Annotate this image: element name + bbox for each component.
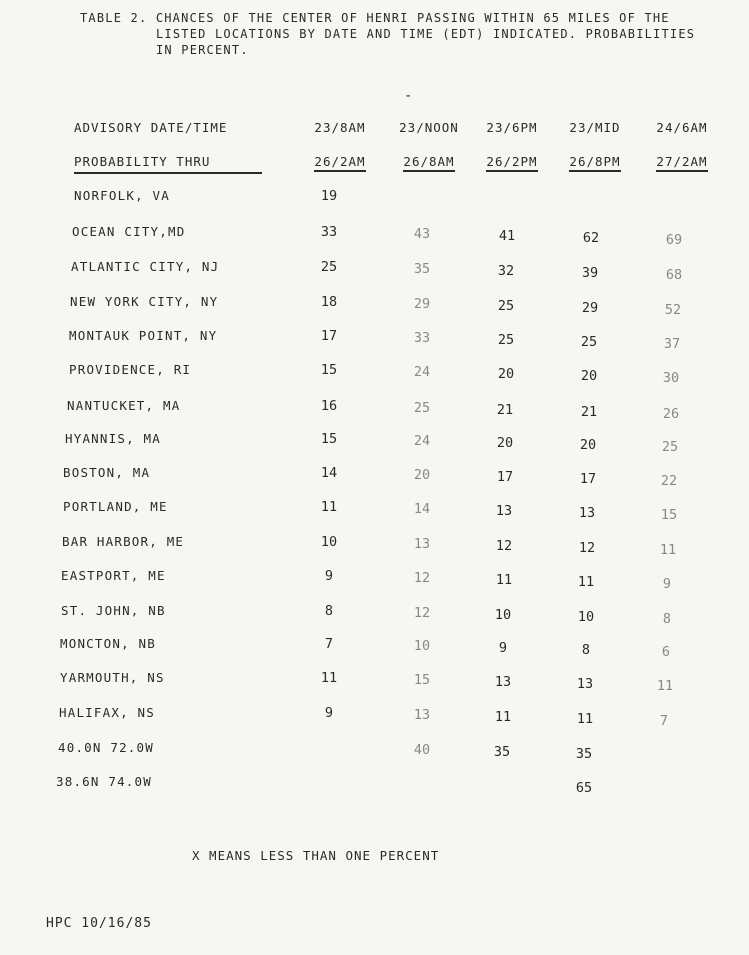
probability-value-col-1: 11 [320,499,338,515]
location-name: YARMOUTH, NS [60,670,165,685]
probability-value-col-3: 20 [497,366,515,382]
probability-value-col-4: 29 [581,300,599,316]
probability-value-col-2: 43 [413,226,431,242]
table-row [0,431,749,455]
probability-value-col-1: 7 [324,636,334,652]
probability-value-col-4: 35 [575,746,593,762]
probability-value-col-2: 13 [413,707,431,723]
probability-value-col-5: 22 [660,473,678,489]
table-row [0,705,749,729]
table-row [0,188,749,212]
location-name: 40.0N 72.0W [58,740,154,755]
probability-value-col-2: 24 [413,433,431,449]
probability-value-col-4: 13 [578,505,596,521]
probability-value-col-4: 25 [580,334,598,350]
thru-col-3: 26/2PM [486,154,537,172]
location-name: EASTPORT, ME [61,568,166,583]
probability-value-col-4: 65 [575,780,593,796]
probability-value-col-1: 10 [320,534,338,550]
table-row [0,568,749,592]
advisory-col-4: 23/MID [569,120,621,135]
table-row [0,774,749,798]
probability-value-col-3: 17 [496,469,514,485]
probability-value-col-5: 25 [661,439,679,455]
stray-mark: - [404,88,413,104]
probability-value-col-5: 68 [665,267,683,283]
location-name: OCEAN CITY,MD [72,224,186,239]
probability-value-col-5: 11 [656,678,674,694]
probability-value-col-5: 69 [665,232,683,248]
probability-value-col-2: 29 [413,296,431,312]
probability-value-col-5: 6 [661,644,671,660]
thru-col-1: 26/2AM [314,154,365,172]
probability-value-col-2: 13 [413,536,431,552]
probability-value-col-3: 10 [494,607,512,623]
title-line-1: TABLE 2. CHANCES OF THE CENTER OF HENRI PASSING WITHIN 65 MILES OF THE [80,11,670,25]
probability-value-col-4: 13 [576,676,594,692]
advisory-col-3: 23/6PM [486,120,538,135]
probability-value-col-4: 39 [581,265,599,281]
probability-value-col-1: 18 [320,294,338,310]
advisory-col-5: 24/6AM [656,120,708,135]
location-name: NEW YORK CITY, NY [70,294,219,309]
probability-value-col-3: 13 [494,674,512,690]
probability-value-col-3: 21 [496,402,514,418]
probability-value-col-3: 12 [495,538,513,554]
probability-value-col-2: 35 [413,261,431,277]
probability-value-col-4: 11 [576,711,594,727]
probability-value-col-3: 11 [495,572,513,588]
probability-value-col-5: 11 [659,542,677,558]
probability-value-col-3: 32 [497,263,515,279]
footnote: X MEANS LESS THAN ONE PERCENT [192,848,440,863]
table-row [0,362,749,386]
probability-value-col-3: 25 [497,332,515,348]
location-name: BOSTON, MA [63,465,151,480]
probability-value-col-3: 9 [498,640,508,656]
location-name: ST. JOHN, NB [61,603,166,618]
location-name: PROVIDENCE, RI [69,362,192,377]
probability-value-col-2: 40 [413,742,431,758]
table-row [0,740,749,764]
probability-value-col-1: 33 [320,224,338,240]
probability-value-col-2: 12 [413,570,431,586]
probability-value-col-3: 20 [496,435,514,451]
probability-value-col-2: 10 [413,638,431,654]
probability-value-col-1: 19 [320,188,338,204]
probability-value-col-4: 21 [580,404,598,420]
probability-value-col-4: 12 [578,540,596,556]
thru-col-2: 26/8AM [403,154,454,172]
location-name: MONTAUK POINT, NY [69,328,218,343]
probability-value-col-3: 13 [495,503,513,519]
probability-value-col-5: 7 [659,713,669,729]
probability-value-col-5: 37 [663,336,681,352]
location-name: NANTUCKET, MA [67,398,181,413]
table-row [0,465,749,489]
probability-label: PROBABILITY THRU [74,154,262,174]
thru-col-5: 27/2AM [656,154,707,172]
table-title [80,10,730,58]
footer-signature: HPC 10/16/85 [46,916,152,931]
probability-value-col-3: 35 [493,744,511,760]
probability-value-col-1: 25 [320,259,338,275]
thru-col-4: 26/8PM [569,154,620,172]
probability-value-col-2: 12 [413,605,431,621]
probability-value-col-1: 15 [320,431,338,447]
probability-value-col-2: 33 [413,330,431,346]
probability-value-col-5: 9 [662,576,672,592]
location-name: ATLANTIC CITY, NJ [71,259,220,274]
probability-value-col-2: 14 [413,501,431,517]
probability-value-col-1: 15 [320,362,338,378]
probability-value-col-1: 9 [324,568,334,584]
probability-value-col-4: 17 [579,471,597,487]
table-row [0,534,749,558]
probability-value-col-4: 20 [580,368,598,384]
probability-value-col-3: 41 [498,228,516,244]
probability-value-col-2: 25 [413,400,431,416]
probability-value-col-4: 20 [579,437,597,453]
location-name: BAR HARBOR, ME [62,534,185,549]
location-name: PORTLAND, ME [63,499,168,514]
table-row [0,398,749,422]
probability-value-col-3: 11 [494,709,512,725]
probability-value-col-1: 16 [320,398,338,414]
title-line-2: LISTED LOCATIONS BY DATE AND TIME (EDT) INDICATED. PROBABILITIES [156,27,696,41]
probability-value-col-5: 8 [662,611,672,627]
probability-value-col-5: 15 [660,507,678,523]
table-row [0,603,749,627]
probability-value-col-2: 15 [413,672,431,688]
table-row [0,499,749,523]
location-name: 38.6N 74.0W [56,774,152,789]
probability-value-col-5: 52 [664,302,682,318]
location-name: NORFOLK, VA [74,188,170,203]
location-name: HALIFAX, NS [59,705,155,720]
title-line-3: IN PERCENT. [156,43,249,57]
table-row [0,328,749,352]
advisory-col-2: 23/NOON [399,120,459,135]
probability-value-col-3: 25 [497,298,515,314]
probability-value-col-4: 62 [582,230,600,246]
advisory-col-1: 23/8AM [314,120,366,135]
table-row [0,636,749,660]
probability-value-col-1: 11 [320,670,338,686]
table-row [0,259,749,283]
table-row [0,294,749,318]
table-row [0,670,749,694]
probability-value-col-2: 20 [413,467,431,483]
probability-value-col-1: 8 [324,603,334,619]
table-row [0,224,749,248]
location-name: MONCTON, NB [60,636,156,651]
probability-value-col-1: 14 [320,465,338,481]
probability-value-col-1: 17 [320,328,338,344]
location-name: HYANNIS, MA [65,431,161,446]
probability-value-col-1: 9 [324,705,334,721]
probability-value-col-4: 10 [577,609,595,625]
probability-value-col-5: 30 [662,370,680,386]
advisory-label: ADVISORY DATE/TIME [74,120,228,135]
probability-value-col-4: 11 [577,574,595,590]
probability-value-col-4: 8 [581,642,591,658]
probability-value-col-5: 26 [662,406,680,422]
probability-value-col-2: 24 [413,364,431,380]
